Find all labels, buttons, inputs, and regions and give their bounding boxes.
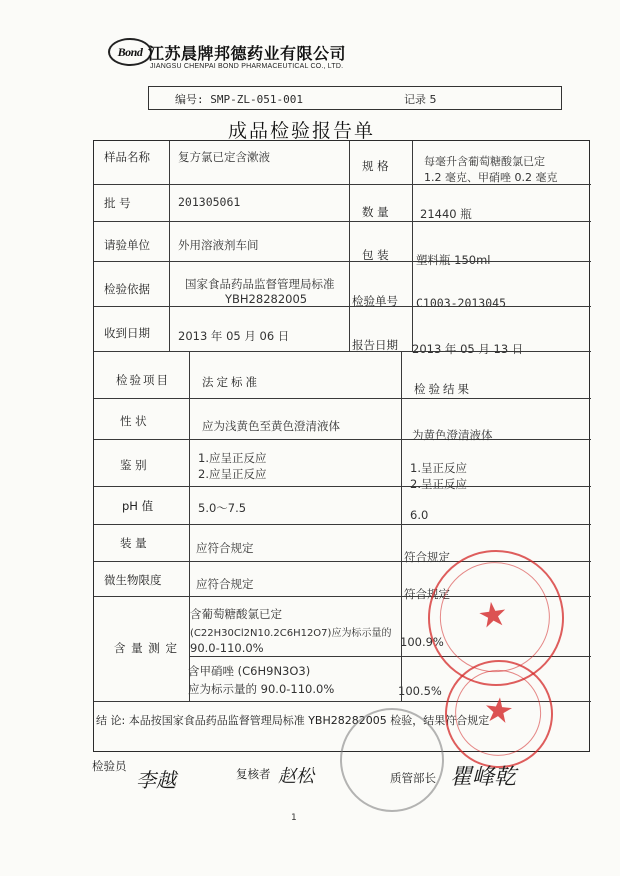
- company-name-cn: 江苏晨牌邦德药业有限公司: [148, 44, 347, 63]
- test-row-standard: 应为浅黄色至黄色澄清液体: [202, 419, 340, 433]
- reviewer-label: 复核者: [236, 767, 271, 781]
- test-row-result: 1.呈正反应: [410, 461, 467, 475]
- package-label: 包 装: [362, 248, 389, 262]
- report-label: 报告日期: [352, 338, 398, 352]
- sample-name-label: 样品名称: [104, 150, 150, 164]
- stamp-star-icon: ★: [481, 689, 516, 733]
- received-label: 收到日期: [104, 326, 150, 340]
- content2-line2: 应为标示量的 90.0-110.0%: [188, 682, 335, 696]
- test-row-standard: 1.应呈正反应: [198, 451, 267, 465]
- reviewer-signature: 赵松: [278, 766, 314, 787]
- content1-result: 100.9%: [400, 635, 444, 649]
- requester-value: 外用溶液剂车间: [178, 238, 259, 252]
- batch-label: 批 号: [104, 196, 131, 210]
- test-row-result: 符合规定: [404, 587, 450, 601]
- stamp-star-icon: ★: [474, 593, 511, 638]
- conclusion-text: 结 论: 本品按国家食品药品监督管理局标准 YBH28282005 检验，结果符合规定: [96, 714, 490, 727]
- company-name-en: JIANGSU CHENPAI BOND PHARMACEUTICAL CO., LTD.: [150, 63, 344, 70]
- col-standard-header: 法定标准: [202, 375, 260, 389]
- content2-line1: 含甲硝唑 (C6H9N3O3): [188, 664, 311, 678]
- test-row-standard: 应符合规定: [196, 577, 254, 591]
- record-number: 记录 5: [404, 93, 437, 106]
- order-label: 检验单号: [352, 294, 398, 308]
- spec-label: 规 格: [362, 159, 389, 173]
- col-result-header: 检验结果: [414, 382, 472, 396]
- logo-text: Bond: [117, 44, 143, 59]
- page-number: 1: [291, 813, 297, 823]
- content1-line3: 90.0-110.0%: [190, 641, 264, 655]
- basis-value-line2: YBH28282005: [225, 292, 308, 306]
- content1-line1: 含葡萄糖酸氯已定: [190, 607, 282, 621]
- requester-label: 请验单位: [104, 238, 150, 252]
- test-row-item: 性 状: [120, 414, 147, 428]
- page-title: 成品检验报告单: [228, 120, 376, 142]
- test-row-item: 微生物限度: [104, 573, 162, 587]
- quantity-label: 数 量: [362, 205, 389, 219]
- content1-line2: (C22H30Cl2N10.2C6H12O7)应为标示量的: [190, 628, 392, 639]
- order-value: C1003-2013045: [416, 296, 507, 310]
- test-row-item: 装 量: [120, 536, 147, 550]
- test-row-item: pH 值: [122, 499, 154, 513]
- test-row-result: 符合规定: [404, 550, 450, 564]
- basis-label: 检验依据: [104, 282, 150, 296]
- qa-label: 质管部长: [390, 771, 436, 785]
- content-label: 含 量 测 定: [114, 641, 178, 655]
- faint-stamp: [340, 708, 444, 812]
- test-row-result: 为黄色澄清液体: [412, 428, 493, 442]
- sample-name-value: 复方氯已定含漱液: [178, 150, 270, 164]
- report-value: 2013 年 05 月 13 日: [412, 342, 524, 356]
- test-row-item: 鉴 别: [120, 458, 147, 472]
- col-item-header: 检验项目: [116, 373, 170, 387]
- test-row-standard: 5.0～7.5: [198, 501, 247, 515]
- test-row-result: 2.呈正反应: [410, 477, 467, 491]
- test-row-standard: 2.应呈正反应: [198, 467, 267, 481]
- batch-value: 201305061: [178, 195, 241, 209]
- document-number: 编号: SMP-ZL-051-001: [175, 93, 303, 106]
- basis-value-line1: 国家食品药品监督管理局标准: [185, 277, 335, 291]
- qa-signature: 瞿峰乾: [450, 765, 517, 790]
- test-row-standard: 应符合规定: [196, 541, 254, 555]
- spec-value-line2: 1.2 毫克、甲硝唑 0.2 毫克: [424, 171, 558, 184]
- inspector-signature: 李越: [136, 768, 176, 792]
- quantity-value: 21440 瓶: [420, 207, 472, 221]
- company-logo: [108, 38, 152, 66]
- content2-result: 100.5%: [398, 684, 442, 698]
- inspector-label: 检验员: [92, 759, 127, 773]
- test-row-result: 6.0: [410, 508, 429, 522]
- received-value: 2013 年 05 月 06 日: [178, 329, 290, 343]
- package-value: 塑料瓶 150ml: [416, 253, 491, 267]
- spec-value-line1: 每毫升含葡萄糖酸氯已定: [424, 155, 545, 168]
